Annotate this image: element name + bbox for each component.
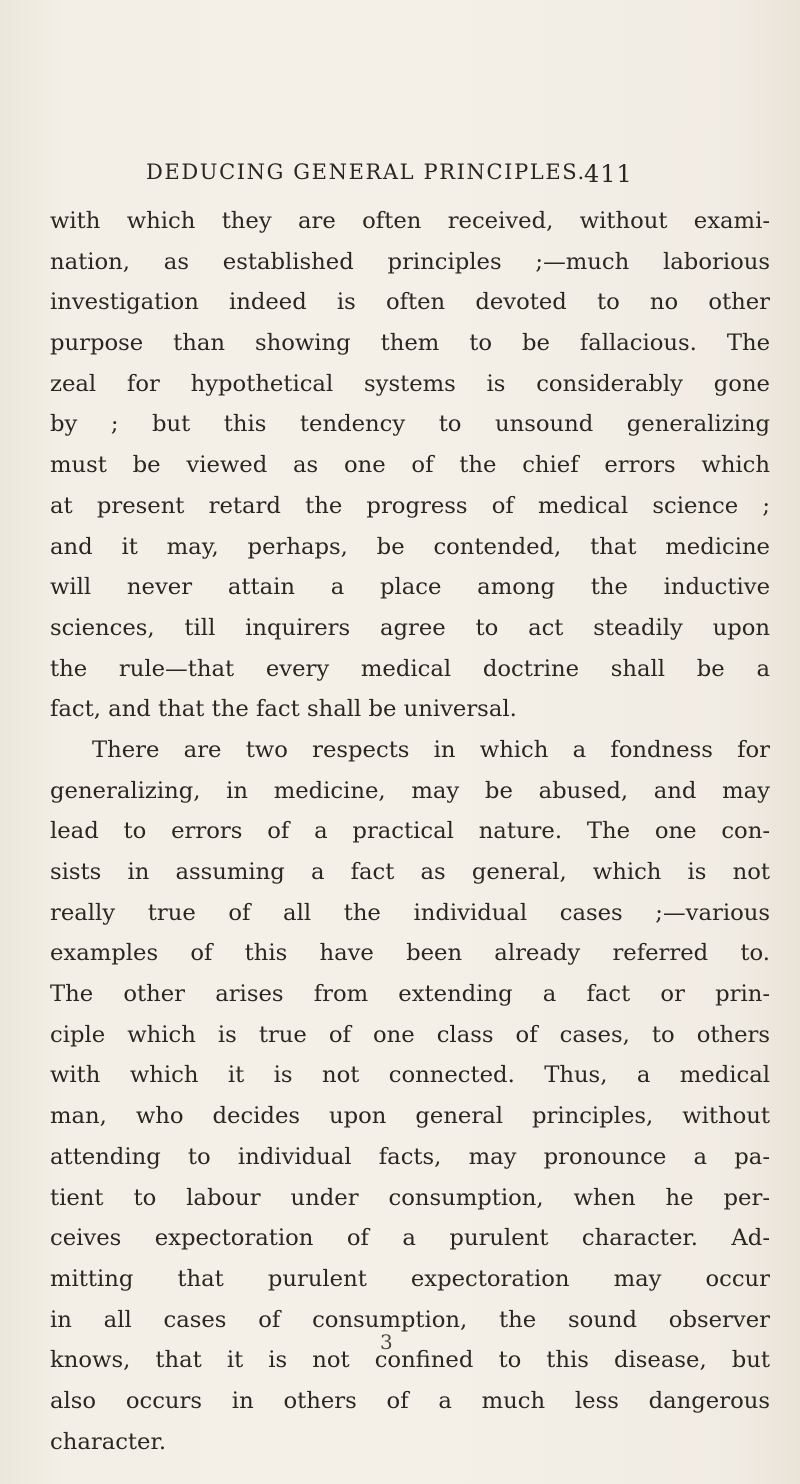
page-header xyxy=(146,160,646,194)
text-line: fact, and that the fact shall be universal. xyxy=(50,696,517,723)
text-line: lead to errors of a practical nature. The one con- xyxy=(50,818,770,845)
text-line: with which it is not connected. Thus, a medical xyxy=(50,1062,770,1089)
text-line: at present retard the progress of medical science ; xyxy=(50,492,770,519)
text-line: zeal for hypothetical systems is considerably gone xyxy=(50,370,770,397)
text-line: sciences, till inquirers agree to act steadily upon xyxy=(50,614,770,641)
text-line: The other arises from extending a fact or prin- xyxy=(50,981,770,1008)
text-line: with which they are often received, without exami- xyxy=(50,208,770,234)
text-line: nation, as established principles ;—much laborious xyxy=(50,248,770,275)
text-line: the rule—that every medical doctrine shall be a xyxy=(50,655,770,682)
text-line: really true of all the individual cases ;—various xyxy=(50,899,770,926)
page-number: 411 xyxy=(584,160,633,188)
text-line: man, who decides upon general principles, without xyxy=(50,1103,770,1130)
text-line: and it may, perhaps, be contended, that medicine xyxy=(50,533,770,560)
text-line: ceives expectoration of a purulent character. Ad- xyxy=(50,1225,770,1252)
text-line: character. xyxy=(50,1428,167,1455)
text-line: in all cases of consumption, the sound observer xyxy=(50,1306,770,1333)
signature-mark: 3 xyxy=(380,1330,393,1354)
body-text xyxy=(50,201,770,1462)
text-line: There are two respects in which a fondness for xyxy=(92,736,770,763)
text-line: mitting that purulent expectoration may occur xyxy=(50,1265,770,1292)
text-line: generalizing, in medicine, may be abused, and may xyxy=(50,777,770,804)
text-line: sists in assuming a fact as general, which is not xyxy=(50,859,770,885)
text-line: ciple which is true of one class of cases, to others xyxy=(50,1021,770,1048)
text-line: purpose than showing them to be fallacious. The xyxy=(50,330,770,357)
text-line: knows, that it is not confined to this disease, but xyxy=(50,1347,770,1374)
text-line: by ; but this tendency to unsound generalizing xyxy=(50,411,770,438)
text-line: tient to labour under consumption, when he per- xyxy=(50,1184,770,1211)
text-line: also occurs in others of a much less dangerous xyxy=(50,1387,770,1414)
text-line: will never attain a place among the inductive xyxy=(50,574,770,601)
text-line: must be viewed as one of the chief errors which xyxy=(50,452,770,479)
text-line: examples of this have been already referred to. xyxy=(50,940,770,967)
running-title: DEDUCING GENERAL PRINCIPLES. xyxy=(146,160,586,184)
text-line: attending to individual facts, may pronounce a pa- xyxy=(50,1143,770,1170)
text-line: investigation indeed is often devoted to no other xyxy=(50,289,770,316)
